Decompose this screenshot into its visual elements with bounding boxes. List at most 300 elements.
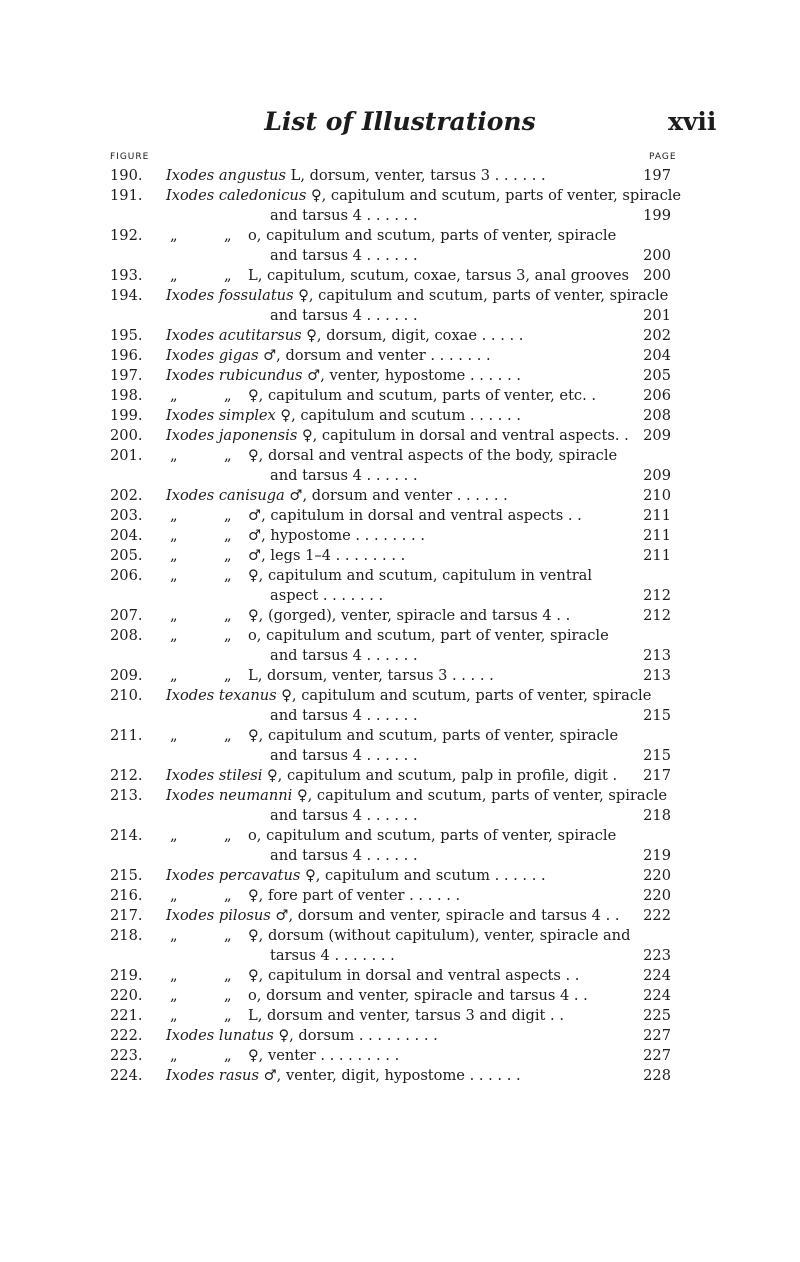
species-name: Ixodes acutitarsus <box>166 327 302 344</box>
entry-line <box>0 866 800 886</box>
figure-number: 207. <box>110 607 143 624</box>
caption-text: ♀, capitulum and scutum, parts of venter, etc. <box>248 387 587 404</box>
figure-caption <box>166 826 616 846</box>
entry-line <box>0 506 800 526</box>
ditto-mark: „ <box>170 607 178 624</box>
ditto-mark: „ <box>170 627 178 644</box>
dot-leaders: . . . . . . . . <box>350 527 425 544</box>
caption-continuation: and tarsus 4 . . . . . . <box>270 647 418 664</box>
figure-caption <box>166 566 592 586</box>
caption-continuation: and tarsus 4 . . . . . . <box>270 707 418 724</box>
entry-line <box>0 1066 800 1086</box>
page-number: xvii <box>668 107 717 136</box>
entry-line <box>0 166 800 186</box>
figure-number: 219. <box>110 967 143 984</box>
figure-number: 200. <box>110 427 143 444</box>
caption-text: L, dorsum, venter, tarsus 3 <box>248 667 448 684</box>
ditto-mark: „ <box>224 607 232 624</box>
caption-text: ♂, venter, digit, hypostome <box>263 1067 465 1084</box>
caption-text: ♀, capitulum and scutum <box>280 407 466 424</box>
figure-number: 212. <box>110 767 143 784</box>
figure-caption <box>166 666 494 686</box>
species-name: Ixodes pilosus <box>166 907 271 924</box>
entry-continuation-line <box>0 246 800 266</box>
page-ref: 211 <box>643 527 671 544</box>
dot-leaders: . . . . . . <box>452 487 508 504</box>
page-ref: 211 <box>643 547 671 564</box>
entry-line <box>0 686 800 706</box>
caption-continuation: and tarsus 4 . . . . . . <box>270 247 418 264</box>
figure-caption <box>166 386 596 406</box>
figure-column-header: FIGURE <box>110 152 150 162</box>
figure-caption <box>166 786 667 806</box>
figure-caption <box>166 986 588 1006</box>
figure-caption <box>166 526 425 546</box>
ditto-mark: „ <box>170 987 178 1004</box>
figure-number: 209. <box>110 667 143 684</box>
entry-continuation-line <box>0 706 800 726</box>
list-item <box>0 366 800 386</box>
entry-continuation-line <box>0 466 800 486</box>
caption-text: ♀, capitulum and scutum, palp in profile, digit <box>267 767 608 784</box>
dot-leaders: . . . . . . <box>465 367 521 384</box>
entry-line <box>0 566 800 586</box>
page-ref: 220 <box>643 887 671 904</box>
ditto-mark: „ <box>170 1007 178 1024</box>
entry-line <box>0 766 800 786</box>
figure-caption <box>166 866 546 886</box>
entry-continuation-line <box>0 946 800 966</box>
caption-continuation: and tarsus 4 . . . . . . <box>270 807 418 824</box>
page-ref: 220 <box>643 867 671 884</box>
figure-caption <box>166 906 620 926</box>
entry-line <box>0 186 800 206</box>
ditto-mark: „ <box>170 827 178 844</box>
dot-leaders: . . . . . . . . . <box>315 1047 400 1064</box>
species-name: Ixodes japonensis <box>166 427 298 444</box>
ditto-mark: „ <box>170 387 178 404</box>
entry-continuation-line <box>0 206 800 226</box>
entry-line <box>0 326 800 346</box>
entry-line <box>0 366 800 386</box>
page-ref: 206 <box>643 387 671 404</box>
entry-line <box>0 666 800 686</box>
entry-continuation-line <box>0 806 800 826</box>
list-item <box>0 926 800 966</box>
entry-continuation-line <box>0 846 800 866</box>
entry-line <box>0 386 800 406</box>
page-ref: 224 <box>643 967 671 984</box>
figure-caption <box>166 186 681 206</box>
ditto-mark: „ <box>170 567 178 584</box>
species-name: Ixodes stilesi <box>166 767 263 784</box>
ditto-mark: „ <box>224 927 232 944</box>
caption-text: ♀, capitulum and scutum, parts of venter, spiracle <box>281 687 652 704</box>
figure-number: 192. <box>110 227 143 244</box>
figure-number: 204. <box>110 527 143 544</box>
ditto-mark: „ <box>170 527 178 544</box>
caption-text: ♀, capitulum and scutum, parts of venter, spiracle <box>248 727 619 744</box>
page-ref: 228 <box>643 1067 671 1084</box>
caption-text: ♂, dorsum and venter <box>263 347 426 364</box>
figure-number: 221. <box>110 1007 143 1024</box>
page-ref: 227 <box>643 1027 671 1044</box>
figure-caption <box>166 926 630 946</box>
caption-text: o, dorsum and venter, spiracle and tarsus 4 . <box>248 987 579 1004</box>
ditto-mark: „ <box>170 887 178 904</box>
page-ref: 205 <box>643 367 671 384</box>
dot-leaders: . . . . . . <box>404 887 461 904</box>
caption-continuation: and tarsus 4 . . . . . . <box>270 307 418 324</box>
entry-line <box>0 426 800 446</box>
entry-line <box>0 346 800 366</box>
dot-leaders: . <box>572 507 582 524</box>
dot-leaders: . <box>607 767 618 784</box>
caption-text: ♀, (gorged), venter, spiracle and tarsus 4 <box>248 607 552 624</box>
list-item <box>0 686 800 726</box>
list-item <box>0 266 800 286</box>
caption-text: ♀, venter <box>248 1047 316 1064</box>
dot-leaders: . . . . . . <box>489 167 546 184</box>
ditto-mark: „ <box>224 827 232 844</box>
page-ref: 211 <box>643 507 671 524</box>
list-item <box>0 826 800 866</box>
ditto-mark: „ <box>170 507 178 524</box>
figure-caption <box>166 366 521 386</box>
ditto-mark: „ <box>170 1047 178 1064</box>
figure-number: 197. <box>110 367 143 384</box>
ditto-mark: „ <box>224 727 232 744</box>
figure-number: 205. <box>110 547 143 564</box>
dot-leaders: . . <box>545 1007 564 1024</box>
figure-number: 224. <box>110 1067 143 1084</box>
list-item <box>0 1006 800 1026</box>
page-ref: 209 <box>643 467 671 484</box>
page-title: List of Illustrations <box>264 107 536 136</box>
list-item <box>0 766 800 786</box>
figure-number: 206. <box>110 567 143 584</box>
entry-line <box>0 406 800 426</box>
page-ref: 227 <box>643 1047 671 1064</box>
figure-number: 215. <box>110 867 143 884</box>
page-ref: 208 <box>643 407 671 424</box>
entry-line <box>0 826 800 846</box>
figure-caption <box>166 1026 438 1046</box>
entry-line <box>0 486 800 506</box>
dot-leaders: . <box>610 907 620 924</box>
figure-number: 211. <box>110 727 143 744</box>
running-header <box>0 106 800 146</box>
caption-text: L, capitulum, scutum, coxae, tarsus 3, anal grooves <box>248 267 630 284</box>
figure-number: 222. <box>110 1027 143 1044</box>
figure-number: 218. <box>110 927 143 944</box>
page-ref: 200 <box>643 247 671 264</box>
dot-leaders: . . . . . <box>447 667 494 684</box>
entry-line <box>0 986 800 1006</box>
list-item <box>0 346 800 366</box>
dot-leaders: . . . . . . <box>464 1067 521 1084</box>
ditto-mark: „ <box>170 267 178 284</box>
entry-line <box>0 626 800 646</box>
figure-number: 217. <box>110 907 143 924</box>
page-ref: 213 <box>643 647 671 664</box>
ditto-mark: „ <box>224 887 232 904</box>
entry-line <box>0 966 800 986</box>
page-ref: 212 <box>643 587 671 604</box>
list-item <box>0 326 800 346</box>
list-item <box>0 166 800 186</box>
figure-number: 202. <box>110 487 143 504</box>
figure-number: 216. <box>110 887 143 904</box>
ditto-mark: „ <box>224 267 232 284</box>
list-item <box>0 426 800 446</box>
figure-number: 213. <box>110 787 143 804</box>
page-ref: 197 <box>643 167 671 184</box>
entry-line <box>0 1006 800 1026</box>
dot-leaders: . . . . . . <box>489 867 546 884</box>
caption-text: ♀, capitulum and scutum, parts of venter, spiracle <box>298 287 669 304</box>
figure-number: 203. <box>110 507 143 524</box>
entry-line <box>0 906 800 926</box>
ditto-mark: „ <box>224 1047 232 1064</box>
figure-number: 201. <box>110 447 143 464</box>
caption-text: ♂, hypostome <box>248 527 351 544</box>
species-name: Ixodes rubicundus <box>166 367 303 384</box>
figure-number: 223. <box>110 1047 143 1064</box>
caption-text: ♂, dorsum and venter, spiracle and tarsus 4 . <box>275 907 611 924</box>
ditto-mark: „ <box>170 727 178 744</box>
figure-number: 214. <box>110 827 143 844</box>
figure-caption <box>166 446 617 466</box>
caption-text: ♂, legs 1–4 <box>248 547 332 564</box>
caption-text: ♀, capitulum and scutum, parts of venter, spiracle <box>310 187 682 204</box>
ditto-mark: „ <box>170 967 178 984</box>
dot-leaders: . <box>586 387 597 404</box>
figure-number: 193. <box>110 267 143 284</box>
figure-number: 190. <box>110 167 143 184</box>
list-item <box>0 446 800 486</box>
figure-number: 194. <box>110 287 143 304</box>
ditto-mark: „ <box>224 567 232 584</box>
figure-caption <box>166 406 521 426</box>
species-name: Ixodes neumanni <box>166 787 293 804</box>
list-item <box>0 866 800 886</box>
dot-leaders: . . . . . . . . . <box>354 1027 438 1044</box>
ditto-mark: „ <box>170 227 178 244</box>
entry-line <box>0 606 800 626</box>
list-item <box>0 666 800 686</box>
caption-text: ♀, capitulum in dorsal and ventral aspects <box>248 967 561 984</box>
caption-text: o, capitulum and scutum, parts of venter, spiracle <box>248 227 617 244</box>
caption-text: L, dorsum and venter, tarsus 3 and digit <box>248 1007 546 1024</box>
list-item <box>0 286 800 326</box>
list-item <box>0 906 800 926</box>
ditto-mark: „ <box>170 547 178 564</box>
figure-caption <box>166 966 579 986</box>
entry-line <box>0 266 800 286</box>
caption-text: ♀, capitulum and scutum <box>305 867 490 884</box>
caption-continuation: and tarsus 4 . . . . . . <box>270 747 418 764</box>
entry-continuation-line <box>0 306 800 326</box>
figure-caption <box>166 686 651 706</box>
figure-caption <box>166 1046 399 1066</box>
page-ref: 223 <box>643 947 671 964</box>
ditto-mark: „ <box>224 387 232 404</box>
page-ref: 218 <box>643 807 671 824</box>
caption-text: ♀, dorsum <box>278 1027 355 1044</box>
figure-number: 210. <box>110 687 143 704</box>
species-name: Ixodes lunatus <box>166 1027 274 1044</box>
figure-caption <box>166 486 508 506</box>
list-item <box>0 406 800 426</box>
caption-continuation: and tarsus 4 . . . . . . <box>270 467 418 484</box>
caption-text: ♂, venter, hypostome <box>307 367 466 384</box>
species-name: Ixodes canisuga <box>166 487 285 504</box>
dot-leaders: . <box>578 987 588 1004</box>
page-ref: 215 <box>643 707 671 724</box>
list-item <box>0 986 800 1006</box>
species-name: Ixodes gigas <box>166 347 259 364</box>
figure-caption <box>166 886 460 906</box>
dot-leaders: . . . . . . <box>465 407 521 424</box>
ditto-mark: „ <box>170 927 178 944</box>
entry-line <box>0 786 800 806</box>
species-name: Ixodes percavatus <box>166 867 301 884</box>
ditto-mark: „ <box>224 547 232 564</box>
figure-number: 199. <box>110 407 143 424</box>
species-name: Ixodes fossulatus <box>166 287 294 304</box>
caption-text: ♀, dorsum, digit, coxae <box>306 327 478 344</box>
caption-text: ♀, capitulum and scutum, capitulum in ventral <box>248 567 593 584</box>
ditto-mark: „ <box>170 667 178 684</box>
caption-text: ♀, capitulum in dorsal and ventral aspects. <box>301 427 620 444</box>
page-ref: 224 <box>643 987 671 1004</box>
caption-text: ♀, fore part of venter <box>248 887 405 904</box>
list-item <box>0 886 800 906</box>
list-item <box>0 386 800 406</box>
figure-caption <box>166 626 609 646</box>
page-ref: 225 <box>643 1007 671 1024</box>
caption-continuation: and tarsus 4 . . . . . . <box>270 847 418 864</box>
list-item <box>0 226 800 266</box>
caption-continuation: and tarsus 4 . . . . . . <box>270 207 418 224</box>
ditto-mark: „ <box>224 667 232 684</box>
figure-number: 198. <box>110 387 143 404</box>
caption-text: ♀, dorsal and ventral aspects of the body, spiracle <box>248 447 618 464</box>
list-item <box>0 186 800 226</box>
page-ref: 210 <box>643 487 671 504</box>
ditto-mark: „ <box>224 447 232 464</box>
page-ref: 222 <box>643 907 671 924</box>
dot-leaders: . . . . . . . <box>425 347 491 364</box>
caption-continuation: aspect . . . . . . . <box>270 587 384 604</box>
entry-continuation-line <box>0 646 800 666</box>
page-ref: 209 <box>643 427 671 444</box>
figure-caption <box>166 726 618 746</box>
caption-text: o, capitulum and scutum, parts of venter, spiracle <box>248 827 617 844</box>
figure-number: 196. <box>110 347 143 364</box>
figure-number: 208. <box>110 627 143 644</box>
caption-text: ♀, capitulum and scutum, parts of venter, spiracle <box>296 787 668 804</box>
page-ref: 217 <box>643 767 671 784</box>
entry-line <box>0 926 800 946</box>
caption-text: ♀, dorsum (without capitulum), venter, spiracle and <box>248 927 631 944</box>
list-item <box>0 526 800 546</box>
dot-leaders: . <box>619 427 629 444</box>
figure-caption <box>166 766 617 786</box>
figure-caption <box>166 226 616 246</box>
species-name: Ixodes simplex <box>166 407 276 424</box>
dot-leaders: . . . . . <box>477 327 524 344</box>
list-item <box>0 506 800 526</box>
figure-number: 195. <box>110 327 143 344</box>
species-name: Ixodes rasus <box>166 1067 259 1084</box>
ditto-mark: „ <box>224 967 232 984</box>
figure-caption <box>166 1006 564 1026</box>
ditto-mark: „ <box>170 447 178 464</box>
figure-number: 191. <box>110 187 143 204</box>
dot-leaders: . . . . . . . . <box>331 547 406 564</box>
list-item <box>0 1046 800 1066</box>
page-column-header: PAGE <box>649 152 677 162</box>
entry-continuation-line <box>0 746 800 766</box>
list-item <box>0 1026 800 1046</box>
list-item <box>0 546 800 566</box>
figure-caption <box>166 346 491 366</box>
entry-line <box>0 226 800 246</box>
list-item <box>0 626 800 666</box>
ditto-mark: „ <box>224 507 232 524</box>
figure-caption <box>166 546 405 566</box>
entry-line <box>0 1026 800 1046</box>
figure-caption <box>166 1066 521 1086</box>
entry-continuation-line <box>0 586 800 606</box>
caption-text: ♂, dorsum and venter <box>289 487 453 504</box>
ditto-mark: „ <box>224 227 232 244</box>
species-name: Ixodes texanus <box>166 687 277 704</box>
list-item <box>0 726 800 766</box>
entry-line <box>0 1046 800 1066</box>
figure-caption <box>166 286 668 306</box>
page-ref: 213 <box>643 667 671 684</box>
entry-line <box>0 286 800 306</box>
figure-caption <box>166 506 582 526</box>
caption-text: ♂, capitulum in dorsal and ventral aspects . <box>248 507 573 524</box>
entry-line <box>0 546 800 566</box>
ditto-mark: „ <box>224 1007 232 1024</box>
entry-line <box>0 886 800 906</box>
list-item <box>0 1066 800 1086</box>
list-item <box>0 786 800 826</box>
figure-number: 220. <box>110 987 143 1004</box>
list-item <box>0 606 800 626</box>
entry-line <box>0 526 800 546</box>
ditto-mark: „ <box>224 627 232 644</box>
page-ref: 199 <box>643 207 671 224</box>
figure-caption <box>166 266 629 286</box>
figure-caption <box>166 166 546 186</box>
page-ref: 219 <box>643 847 671 864</box>
page-ref: 204 <box>643 347 671 364</box>
caption-text: L, dorsum, venter, tarsus 3 <box>290 167 490 184</box>
page-ref: 212 <box>643 607 671 624</box>
figure-caption <box>166 326 523 346</box>
caption-continuation: tarsus 4 . . . . . . . <box>270 947 395 964</box>
page-ref: 201 <box>643 307 671 324</box>
illustration-list <box>0 166 800 1086</box>
figure-caption <box>166 426 629 446</box>
list-item <box>0 966 800 986</box>
